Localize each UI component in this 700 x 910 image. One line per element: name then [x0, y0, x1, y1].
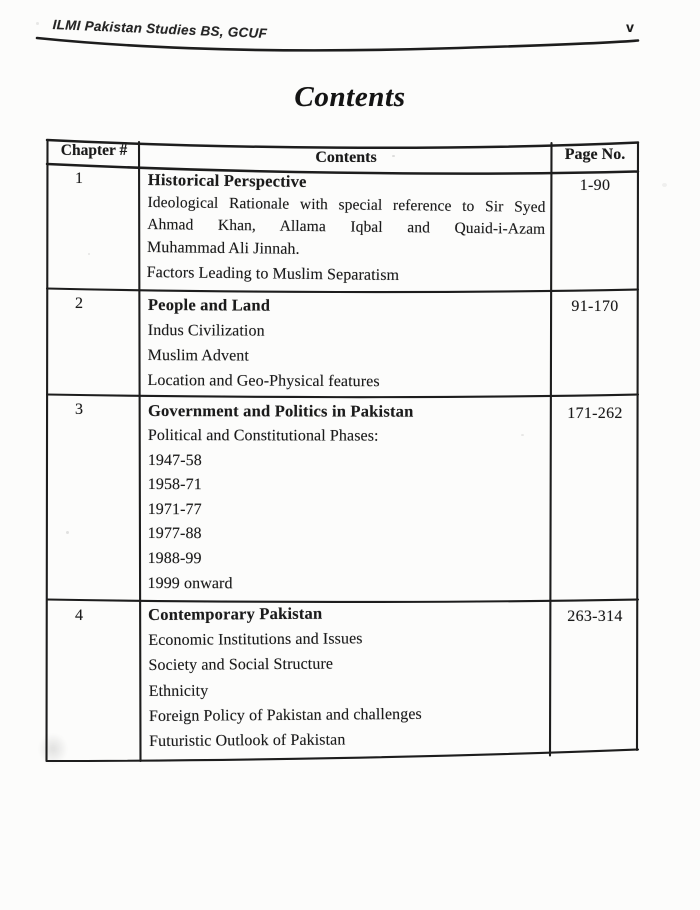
- page-range-3: 171-262: [567, 405, 623, 422]
- header-underline-rule: [37, 38, 638, 50]
- page-range-4: 263-314: [567, 608, 623, 625]
- toc-item: Factors Leading to Muslim Separatism: [146, 263, 400, 284]
- row-divider-1: [47, 289, 638, 293]
- page-number-roman: v: [626, 19, 634, 35]
- chapter-number-3: 3: [75, 401, 83, 418]
- chapter-number-4: 4: [75, 607, 83, 624]
- chapter-number-1: 1: [75, 170, 83, 187]
- chapter-number-2: 2: [75, 295, 83, 312]
- toc-item: Location and Geo-Physical features: [147, 372, 380, 391]
- contents-cell-chapter-2: [147, 292, 546, 396]
- page-range-1: 1-90: [579, 177, 611, 194]
- toc-paragraph-line: Ahmad Khan, Allama Iqbal and Quaid-i-Azam: [147, 216, 546, 239]
- contents-cell-chapter-1: [147, 167, 546, 289]
- contents-cell-chapter-4: [148, 598, 547, 755]
- column-divider-chapter: [139, 142, 141, 761]
- toc-item: Futuristic Outlook of Pakistan: [149, 731, 346, 751]
- toc-item: Political and Constitutional Phases:: [147, 426, 379, 445]
- toc-item: Society and Social Structure: [148, 655, 334, 675]
- contents-heading: Contents: [294, 81, 406, 113]
- col-header-page: Page No.: [564, 146, 626, 163]
- toc-item: 1988-99: [147, 549, 202, 568]
- toc-item: 1977-88: [147, 525, 202, 543]
- col-header-contents: Contents: [315, 149, 377, 166]
- toc-item: Economic Institutions and Issues: [148, 630, 363, 649]
- row-divider-2: [47, 395, 638, 398]
- chapter-title: Government and Politics in Pakistan: [147, 401, 414, 421]
- table-left-border: [47, 140, 48, 761]
- scan-smudge: [38, 733, 68, 765]
- chapter-title: People and Land: [147, 294, 271, 315]
- chapter-title: Historical Perspective: [147, 169, 307, 191]
- chapter-title: Contemporary Pakistan: [148, 603, 323, 624]
- contents-cell-chapter-3: [147, 398, 546, 597]
- toc-paragraph-line: Muhammad Ali Jinnah.: [146, 238, 300, 258]
- page-range-2: 91-170: [571, 298, 619, 315]
- toc-item: Muslim Advent: [147, 347, 250, 365]
- table-right-border: [637, 143, 638, 750]
- running-header-title: ILMI Pakistan Studies BS, GCUF: [52, 17, 268, 41]
- toc-paragraph-line: Ideological Rationale with special reference to Sir Syed: [147, 193, 546, 216]
- toc-item: 1958-71: [147, 476, 202, 494]
- col-header-chapter: Chapter #: [60, 142, 128, 159]
- toc-item: Ethnicity: [148, 682, 209, 700]
- toc-item: 1947-58: [147, 451, 202, 469]
- column-divider-page: [550, 143, 552, 756]
- toc-item: Foreign Policy of Pakistan and challenges: [148, 705, 422, 725]
- toc-item: Indus Civilization: [147, 321, 265, 340]
- toc-item: 1999 onward: [147, 574, 233, 592]
- toc-item: 1971-77: [147, 500, 202, 518]
